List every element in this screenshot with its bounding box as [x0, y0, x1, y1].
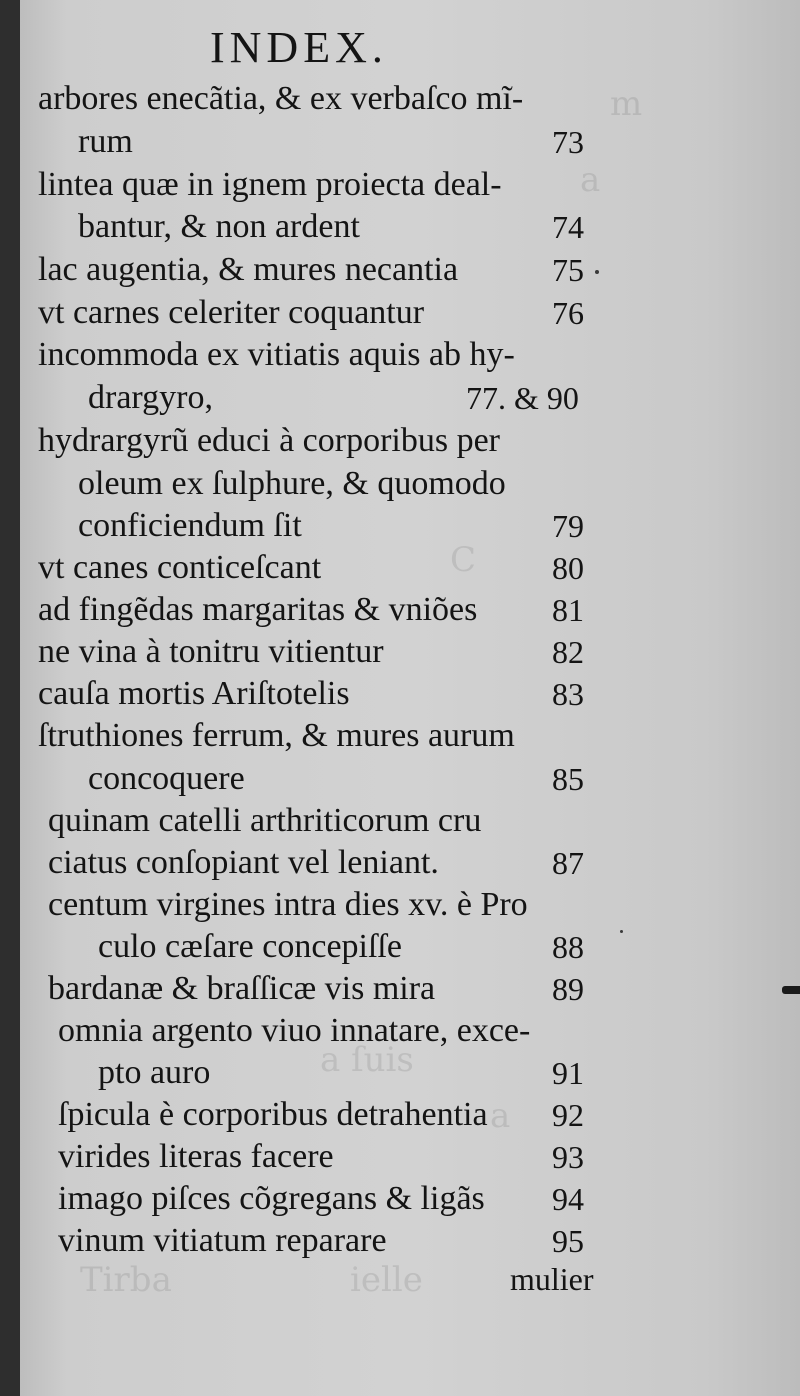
book-page: m a C a ſuis a Tirba ielle INDEX. arbores enecãtia, & ex verbaſco mĩ- rum 73 lintea quæ in ignem proiecta deal- bantur, & non ardent 74 lac augentia, & mures necantia 75 vt carnes celeriter coquantur 76 incommoda ex vitiatis aquis ab hy- drargyro, 77. & 90 hydrargyrũ educi à corporibus per oleum ex ſulphure, & quomodo conficiendum ſit 79 vt canes conticeſcant 80 ad fingẽdas margaritas & vniões 81 ne vina à tonitru vitientur 82 cauſa mortis Ariſtotelis 83 ſtruthiones ferrum, & mures aurum concoquere 85 quinam catelli arthriticorum cru ciatus conſopiant vel leniant. 87 centum virgines intra dies xv. è Pro culo cæſare concepiſſe 88 bardanæ & braſſicæ vis mira 89 omnia argento viuo innatare, exce- pto auro 91 ſpicula è corporibus detrahentia 92 virides literas facere 93 imago piſces cõgregans & ligãs 94 vinum vitiatum reparare 95 mulier [20, 0, 800, 1396]
index-entry-text: concoquere [88, 760, 245, 797]
index-entry-text: pto auro [98, 1054, 211, 1091]
index-page-number: 76 [552, 295, 584, 331]
index-entry-text: bardanæ & braſſicæ vis mira [48, 970, 436, 1007]
index-entry-text: cauſa mortis Ariſtotelis [38, 675, 350, 712]
index-entry-text: quinam catelli arthriticorum cru [48, 802, 482, 839]
index-page-number: 75 [552, 252, 584, 288]
index-page-number: 81 [552, 592, 584, 628]
index-entry-text: arbores enecãtia, & ex verbaſco mĩ- [38, 80, 524, 117]
index-entry-text: bantur, & non ardent [78, 208, 360, 245]
index-entry-text: lintea quæ in ignem proiecta deal- [38, 166, 502, 203]
index-entry-text: culo cæſare concepiſſe [98, 928, 402, 965]
index-entry-text: imago piſces cõgregans & ligãs [58, 1180, 485, 1217]
index-entry-text: ad fingẽdas margaritas & vniões [38, 591, 478, 628]
index-page-number: 95 [552, 1223, 584, 1259]
index-entry-text: vinum vitiatum reparare [58, 1222, 387, 1259]
catchword: mulier [510, 1261, 594, 1297]
index-entry-text: virides literas facere [58, 1138, 334, 1175]
index-page-number: 91 [552, 1055, 584, 1091]
index-page-number: 92 [552, 1097, 584, 1133]
index-page-number: 79 [552, 508, 584, 544]
margin-mark [782, 986, 800, 994]
index-entry-text: vt carnes celeriter coquantur [38, 294, 425, 331]
index-page-number: 88 [552, 929, 584, 965]
index-page-number: 87 [552, 845, 584, 881]
index-entry-text: rum [78, 123, 133, 160]
index-entry-text: ne vina à tonitru vitientur [38, 633, 384, 670]
index-entry-text: incommoda ex vitiatis aquis ab hy- [38, 336, 515, 373]
index-entry-text: hydrargyrũ educi à corporibus per [38, 422, 500, 459]
index-entry-text: drargyro, [88, 379, 213, 416]
index-entry-text: lac augentia, & mures necantia [38, 251, 459, 288]
ink-speck [595, 270, 599, 274]
index-page-number: 82 [552, 634, 584, 670]
index-entry-text: omnia argento viuo innatare, exce- [58, 1012, 531, 1049]
index-page-number: 94 [552, 1181, 584, 1217]
index-entry-text: conficiendum ſit [78, 507, 302, 544]
page-title: INDEX. [210, 23, 388, 72]
index-entry-text: centum virgines intra dies xv. è Pro [48, 886, 528, 923]
index-entry-text: vt canes conticeſcant [38, 549, 322, 586]
index-page-number: 83 [552, 676, 584, 712]
index-page-number: 85 [552, 761, 584, 797]
index-page-number: 73 [552, 124, 584, 160]
index-page-number: 89 [552, 971, 584, 1007]
index-page-number: 74 [552, 209, 584, 245]
index-entry-text: oleum ex ſulphure, & quomodo [78, 465, 506, 502]
index-page-number: 80 [552, 550, 584, 586]
index-page-number: 77. & 90 [466, 380, 579, 416]
index-entry-text: ſpicula è corporibus detrahentia [58, 1096, 488, 1133]
index-entry-text: ſtruthiones ferrum, & mures aurum [38, 717, 515, 754]
index-entry-text: ciatus conſopiant vel leniant. [48, 844, 439, 881]
index-page-number: 93 [552, 1139, 584, 1175]
ink-speck [620, 930, 623, 933]
